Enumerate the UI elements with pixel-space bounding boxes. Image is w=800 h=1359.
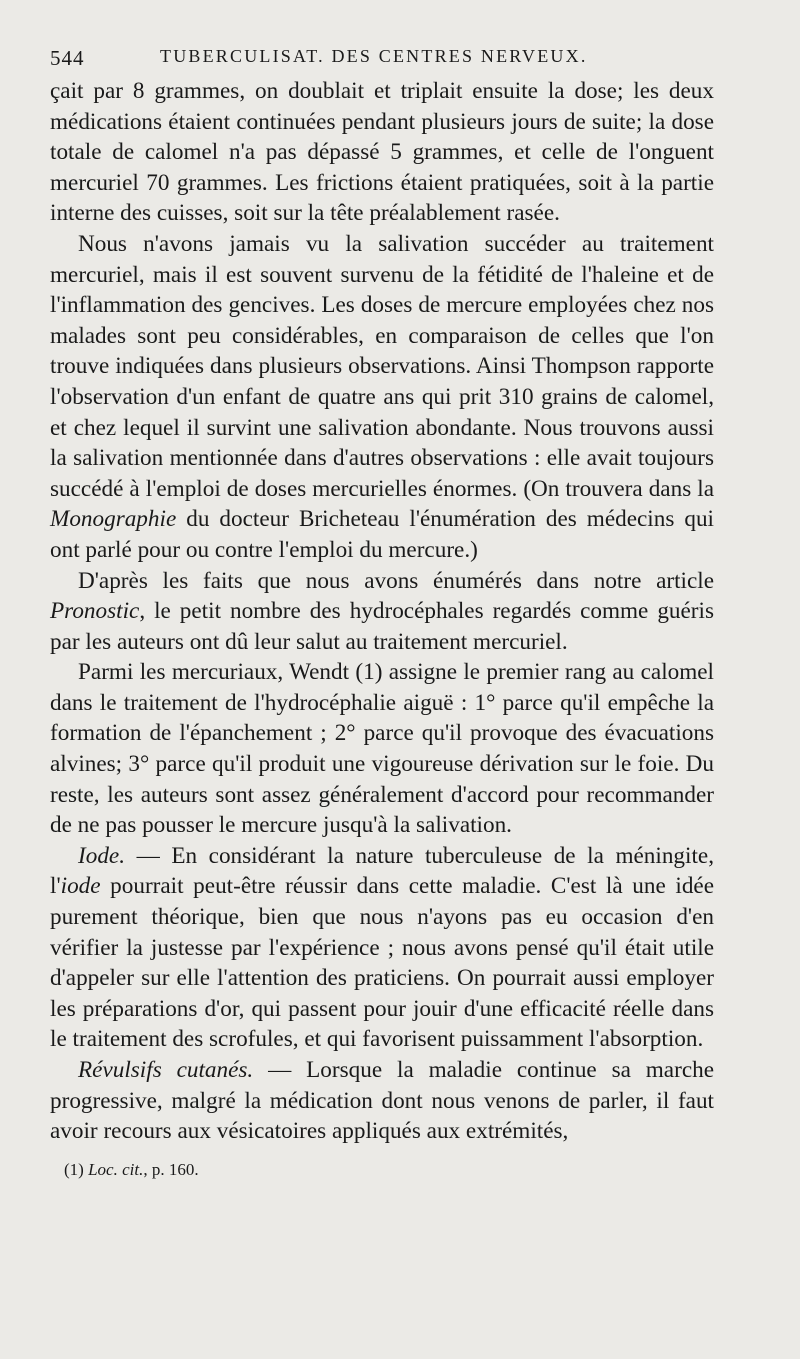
italic-text: Révulsifs cutanés. <box>78 1057 254 1083</box>
paragraph <box>50 841 714 1055</box>
italic-text: Iode. <box>78 842 125 869</box>
footnote-rest: , p. 160. <box>143 1159 199 1179</box>
paragraph <box>50 657 714 841</box>
page-header <box>50 34 714 70</box>
page-number: 544 <box>50 46 85 70</box>
paragraph-text: — Lorsque la maladie continue sa marche progressive, malgré la médication dont nous venons de parler, il faut avoir recours aux vésicatoires appliqués aux extrémités, <box>50 1057 714 1145</box>
paragraph-text: Parmi les mercuriaux, Wendt (1) assigne le premier rang au calomel dans le traitement de l'hydrocéphalie aiguë : 1° parce qu'il empêche la formation de l'épanchement ; 2° parce qu'il provoque des évacuations alvines; 3° parce qu'il produit une vigoureuse dérivation sur le foie. Du reste, les auteurs sont assez généralement d'accord pour recommander de ne pas pousser le mercure jusqu'à la salivation. <box>50 659 714 839</box>
paragraph <box>50 1055 714 1147</box>
paragraph-text: çait par 8 grammes, on doublait et triplait ensuite la dose; les deux médications étaient continuées pendant plusieurs jours de suite; la dose totale de calomel n'a pas dépassé 5 grammes, et celle de l'onguent mercuriel 70 grammes. Les frictions étaient pratiquées, soit à la partie interne des cuisses, soit sur la tête préalablement rasée. <box>50 78 714 227</box>
footnote-ref: Loc. cit. <box>88 1159 144 1179</box>
footnote <box>50 1159 714 1181</box>
footnote-marker: (1) <box>64 1159 89 1179</box>
body-text <box>50 76 714 1147</box>
paragraph-text: Nous n'avons jamais vu la salivation succéder au traitement mercuriel, mais il est souvent survenu de la fétidité de l'haleine et de l'inflammation des gencives. Les doses de mercure employées chez nos malades sont peu considérables, en comparaison de celles que l'on trouve indiquées dans plusieurs observations. Ainsi Thompson rapporte l'observation d'un enfant de quatre ans qui prit 310 grains de calomel, et chez lequel il survint une salivation abondante. Nous trouvons aussi la salivation mentionnée dans d'autres observations : elle avait toujours succédé à l'emploi de doses mercurielles énormes. (On trouvera dans la <box>50 230 714 502</box>
paragraph-text: — En considérant la nature tuberculeuse de la méningite, l' <box>50 842 714 900</box>
paragraph-text: D'après les faits que nous avons énumérés dans notre article <box>78 567 714 594</box>
italic-text: Pronostic <box>50 598 140 625</box>
paragraph <box>50 566 714 658</box>
paragraph <box>50 229 714 566</box>
paragraph-text: pourrait peut-être réussir dans cette maladie. C'est là une idée purement théorique, bien que nous n'ayons pas eu occasion d'en vérifier la justesse par l'expérience ; nous avons pensé qu'il était utile d'appeler sur elle l'attention des praticiens. On pourrait aussi employer les préparations d'or, qui passent pour jouir d'une efficacité réelle dans le traitement des scrofules, et qui favorisent puissamment l'absorption. <box>50 873 714 1053</box>
running-head: TUBERCULISAT. DES CENTRES NERVEUX. <box>160 46 588 66</box>
italic-text: Monographie <box>50 506 177 533</box>
paragraph-text: , le petit nombre des hydrocéphales regardés comme guéris par les auteurs ont dû leur salut au traitement mercuriel. <box>50 598 714 655</box>
paragraph <box>50 76 714 229</box>
paragraph-text: du docteur Bricheteau l'énumération des médecins qui ont parlé pour ou contre l'emploi du mercure.) <box>50 506 714 563</box>
italic-text: iode <box>60 873 101 900</box>
